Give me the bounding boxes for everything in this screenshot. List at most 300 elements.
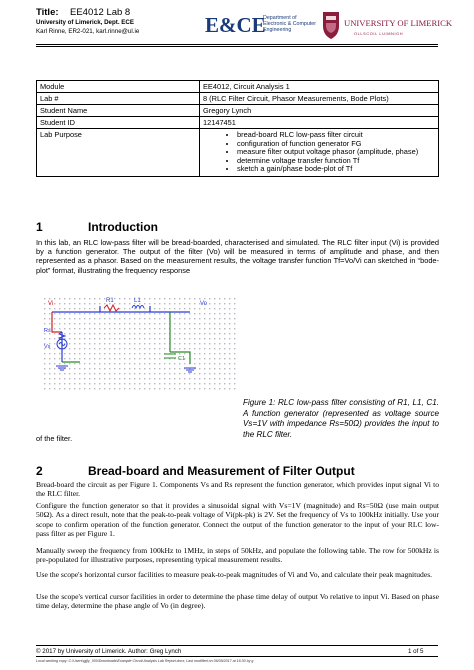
breadboard-hole <box>94 373 95 374</box>
breadboard-hole <box>229 333 230 334</box>
breadboard-hole <box>49 318 50 319</box>
breadboard-hole <box>169 363 170 364</box>
breadboard-hole <box>59 308 60 309</box>
breadboard-hole <box>74 308 75 309</box>
breadboard-hole <box>209 388 210 389</box>
breadboard-hole <box>204 333 205 334</box>
breadboard-hole <box>199 333 200 334</box>
breadboard-hole <box>79 343 80 344</box>
breadboard-hole <box>129 313 130 314</box>
breadboard-hole <box>134 363 135 364</box>
breadboard-hole <box>214 333 215 334</box>
breadboard-hole <box>204 368 205 369</box>
breadboard-hole <box>64 353 65 354</box>
breadboard-hole <box>99 323 100 324</box>
breadboard-hole <box>54 298 55 299</box>
title-label: Title: <box>36 7 59 18</box>
breadboard-hole <box>159 383 160 384</box>
breadboard-hole <box>74 353 75 354</box>
breadboard-hole <box>224 333 225 334</box>
breadboard-hole <box>234 358 235 359</box>
breadboard-hole <box>129 308 130 309</box>
breadboard-hole <box>94 338 95 339</box>
breadboard-hole <box>109 333 110 334</box>
breadboard-hole <box>144 323 145 324</box>
breadboard-hole <box>99 353 100 354</box>
breadboard-hole <box>144 318 145 319</box>
list-item: • determine voltage transfer function Tf <box>237 157 435 166</box>
breadboard-hole <box>169 303 170 304</box>
breadboard-hole <box>159 378 160 379</box>
breadboard-hole <box>144 338 145 339</box>
breadboard-hole <box>114 373 115 374</box>
breadboard-hole <box>94 343 95 344</box>
breadboard-hole <box>159 333 160 334</box>
breadboard-hole <box>154 388 155 389</box>
breadboard-hole <box>209 338 210 339</box>
breadboard-hole <box>94 323 95 324</box>
breadboard-hole <box>94 313 95 314</box>
breadboard-hole <box>214 383 215 384</box>
breadboard-hole <box>44 363 45 364</box>
breadboard-hole <box>184 318 185 319</box>
breadboard-hole <box>214 388 215 389</box>
breadboard-hole <box>194 313 195 314</box>
breadboard-hole <box>89 323 90 324</box>
breadboard-hole <box>214 373 215 374</box>
label-r1: R1 <box>106 298 114 304</box>
breadboard-hole <box>69 358 70 359</box>
breadboard-hole <box>74 333 75 334</box>
breadboard-hole <box>154 358 155 359</box>
breadboard-hole <box>144 363 145 364</box>
breadboard-hole <box>104 338 105 339</box>
breadboard-hole <box>129 333 130 334</box>
breadboard-hole <box>69 333 70 334</box>
breadboard-hole <box>184 343 185 344</box>
ece-logo <box>203 8 316 42</box>
breadboard-hole <box>89 308 90 309</box>
breadboard-hole <box>129 388 130 389</box>
crest-icon <box>323 12 339 39</box>
breadboard-hole <box>74 363 75 364</box>
breadboard-hole <box>114 318 115 319</box>
breadboard-hole <box>114 363 115 364</box>
breadboard-hole <box>149 303 150 304</box>
breadboard-hole <box>214 313 215 314</box>
breadboard-hole <box>174 388 175 389</box>
university-of-limerick-logo <box>320 8 453 42</box>
breadboard-hole <box>194 298 195 299</box>
breadboard-hole <box>64 303 65 304</box>
ul-logo-text: UNIVERSITY OF LIMERICK <box>344 18 453 28</box>
breadboard-hole <box>214 348 215 349</box>
breadboard-hole <box>104 313 105 314</box>
breadboard-hole <box>49 298 50 299</box>
breadboard-hole <box>214 363 215 364</box>
breadboard-hole <box>219 358 220 359</box>
breadboard-hole <box>234 383 235 384</box>
breadboard-hole <box>184 348 185 349</box>
ece-logo-sub1: Department of <box>263 15 297 21</box>
breadboard-hole <box>164 318 165 319</box>
breadboard-hole <box>54 348 55 349</box>
breadboard-hole <box>74 323 75 324</box>
breadboard-hole <box>109 388 110 389</box>
breadboard-hole <box>219 348 220 349</box>
breadboard-hole <box>134 373 135 374</box>
breadboard-hole <box>179 303 180 304</box>
breadboard-hole <box>194 363 195 364</box>
breadboard-hole <box>159 303 160 304</box>
breadboard-hole <box>169 298 170 299</box>
breadboard-hole <box>44 308 45 309</box>
row-value-lab-purpose <box>200 129 439 177</box>
breadboard-hole <box>164 373 165 374</box>
breadboard-hole <box>179 383 180 384</box>
breadboard-hole <box>104 333 105 334</box>
breadboard-hole <box>44 338 45 339</box>
breadboard-hole <box>234 368 235 369</box>
ece-logo-sub3: Engineering <box>263 27 292 33</box>
breadboard-hole <box>119 308 120 309</box>
breadboard-hole <box>179 333 180 334</box>
breadboard-hole <box>194 348 195 349</box>
breadboard-hole <box>154 343 155 344</box>
breadboard-hole <box>204 338 205 339</box>
breadboard-hole <box>189 338 190 339</box>
breadboard-hole <box>199 373 200 374</box>
breadboard-hole <box>64 308 65 309</box>
breadboard-hole <box>209 348 210 349</box>
breadboard-hole <box>204 343 205 344</box>
breadboard-hole <box>174 328 175 329</box>
breadboard-hole <box>89 318 90 319</box>
breadboard-hole <box>169 378 170 379</box>
breadboard-hole <box>134 343 135 344</box>
breadboard-hole <box>49 358 50 359</box>
breadboard-hole <box>129 338 130 339</box>
breadboard-hole <box>179 378 180 379</box>
breadboard-hole <box>69 363 70 364</box>
breadboard-hole <box>134 328 135 329</box>
breadboard-hole <box>99 373 100 374</box>
breadboard-hole <box>219 328 220 329</box>
breadboard-hole <box>114 353 115 354</box>
breadboard-hole <box>104 348 105 349</box>
table-row <box>37 117 439 129</box>
breadboard-hole <box>139 388 140 389</box>
breadboard-hole <box>129 343 130 344</box>
breadboard-hole <box>199 388 200 389</box>
breadboard-hole <box>74 383 75 384</box>
breadboard-hole <box>99 383 100 384</box>
breadboard-hole <box>144 328 145 329</box>
breadboard-hole <box>49 323 50 324</box>
list-item: • bread-board RLC low-pass filter circuit <box>237 131 435 140</box>
breadboard-hole <box>229 303 230 304</box>
breadboard-hole <box>64 313 65 314</box>
breadboard-hole <box>59 313 60 314</box>
breadboard-hole <box>69 313 70 314</box>
breadboard-hole <box>94 353 95 354</box>
breadboard-hole <box>69 323 70 324</box>
breadboard-hole <box>89 383 90 384</box>
breadboard-hole <box>159 318 160 319</box>
breadboard-hole <box>129 348 130 349</box>
breadboard-hole <box>174 303 175 304</box>
breadboard-hole <box>139 358 140 359</box>
breadboard-hole <box>189 388 190 389</box>
breadboard-hole <box>234 308 235 309</box>
breadboard-hole <box>119 303 120 304</box>
breadboard-hole <box>199 323 200 324</box>
breadboard-hole <box>174 363 175 364</box>
breadboard-hole <box>149 313 150 314</box>
breadboard-hole <box>234 298 235 299</box>
breadboard-hole <box>134 313 135 314</box>
breadboard-hole <box>84 383 85 384</box>
breadboard-hole <box>104 358 105 359</box>
breadboard-hole <box>149 338 150 339</box>
breadboard-hole <box>89 348 90 349</box>
breadboard-hole <box>164 368 165 369</box>
section-2-title: Bread-board and Measurement of Filter Output <box>88 464 355 478</box>
breadboard-hole <box>89 363 90 364</box>
breadboard-hole <box>234 363 235 364</box>
breadboard-hole <box>64 378 65 379</box>
breadboard-hole <box>124 383 125 384</box>
breadboard-hole <box>49 308 50 309</box>
breadboard-hole <box>54 308 55 309</box>
breadboard-hole <box>174 383 175 384</box>
circuit-wires <box>52 306 190 364</box>
breadboard-hole <box>209 323 210 324</box>
breadboard-hole <box>234 328 235 329</box>
breadboard-hole <box>194 333 195 334</box>
breadboard-hole <box>69 388 70 389</box>
breadboard-hole <box>209 373 210 374</box>
label-c1: C1 <box>178 356 186 362</box>
breadboard-hole <box>134 348 135 349</box>
breadboard-hole <box>144 333 145 334</box>
breadboard-hole <box>69 298 70 299</box>
breadboard-hole <box>109 328 110 329</box>
breadboard-hole <box>154 323 155 324</box>
breadboard-hole <box>114 348 115 349</box>
breadboard-hole <box>94 298 95 299</box>
table-row <box>37 105 439 117</box>
breadboard-hole <box>214 338 215 339</box>
breadboard-hole <box>214 343 215 344</box>
breadboard-hole <box>104 353 105 354</box>
breadboard-hole <box>204 323 205 324</box>
breadboard-hole <box>199 308 200 309</box>
breadboard-hole <box>154 298 155 299</box>
breadboard-hole <box>44 383 45 384</box>
breadboard-hole <box>139 378 140 379</box>
breadboard-hole <box>114 358 115 359</box>
breadboard-hole <box>179 323 180 324</box>
capacitor-c1 <box>164 354 176 358</box>
breadboard-hole <box>149 388 150 389</box>
breadboard-hole <box>119 383 120 384</box>
breadboard-hole <box>114 383 115 384</box>
breadboard-hole <box>74 298 75 299</box>
breadboard-hole <box>139 328 140 329</box>
breadboard-hole <box>149 323 150 324</box>
breadboard-hole <box>49 353 50 354</box>
breadboard-hole <box>214 323 215 324</box>
label-vs: Vs <box>44 344 51 350</box>
breadboard-hole <box>194 383 195 384</box>
breadboard-hole <box>74 373 75 374</box>
breadboard-hole <box>119 318 120 319</box>
breadboard-hole <box>129 383 130 384</box>
inductor-l1 <box>132 306 144 309</box>
breadboard-hole <box>144 358 145 359</box>
breadboard-hole <box>139 313 140 314</box>
breadboard-hole <box>209 353 210 354</box>
table-row <box>37 129 439 177</box>
breadboard-hole <box>129 368 130 369</box>
breadboard-hole <box>204 348 205 349</box>
breadboard-hole <box>219 343 220 344</box>
breadboard-hole <box>119 358 120 359</box>
breadboard-hole <box>224 308 225 309</box>
breadboard-hole <box>174 368 175 369</box>
breadboard-hole <box>139 323 140 324</box>
breadboard-hole <box>149 373 150 374</box>
breadboard-hole <box>44 388 45 389</box>
breadboard-hole <box>84 343 85 344</box>
breadboard-hole <box>119 373 120 374</box>
list-item: • configuration of function generator FG <box>237 140 435 149</box>
breadboard-hole <box>114 313 115 314</box>
breadboard-hole <box>139 353 140 354</box>
breadboard-hole <box>89 388 90 389</box>
row-key-lab: Lab # <box>37 93 200 105</box>
breadboard-hole <box>74 338 75 339</box>
breadboard-hole <box>209 313 210 314</box>
breadboard-hole <box>149 358 150 359</box>
breadboard-hole <box>84 358 85 359</box>
breadboard-hole <box>204 298 205 299</box>
breadboard-hole <box>229 368 230 369</box>
breadboard-hole <box>59 363 60 364</box>
breadboard-hole <box>104 383 105 384</box>
breadboard-hole <box>154 328 155 329</box>
breadboard-hole <box>154 318 155 319</box>
breadboard-hole <box>174 373 175 374</box>
breadboard-hole <box>224 353 225 354</box>
breadboard-hole <box>124 298 125 299</box>
label-l1: L1 <box>134 298 141 304</box>
row-value-module: EE4012, Circuit Analysis 1 <box>200 81 439 93</box>
breadboard-hole <box>139 363 140 364</box>
breadboard-hole <box>149 328 150 329</box>
breadboard-hole <box>79 358 80 359</box>
breadboard-hole <box>109 383 110 384</box>
breadboard-hole <box>229 358 230 359</box>
breadboard-hole <box>224 303 225 304</box>
breadboard-hole <box>104 373 105 374</box>
breadboard-hole <box>94 363 95 364</box>
breadboard-hole <box>54 333 55 334</box>
breadboard-hole <box>174 313 175 314</box>
breadboard-hole <box>44 323 45 324</box>
breadboard-hole <box>189 323 190 324</box>
breadboard-hole <box>209 298 210 299</box>
breadboard-hole <box>159 313 160 314</box>
breadboard-hole <box>94 318 95 319</box>
breadboard-hole <box>164 333 165 334</box>
breadboard-hole <box>179 353 180 354</box>
breadboard-hole <box>199 298 200 299</box>
breadboard-hole <box>229 318 230 319</box>
breadboard-hole <box>54 388 55 389</box>
breadboard-hole <box>124 338 125 339</box>
breadboard-hole <box>149 348 150 349</box>
breadboard-hole <box>114 343 115 344</box>
breadboard-hole <box>164 313 165 314</box>
breadboard-hole <box>84 313 85 314</box>
breadboard-hole <box>99 378 100 379</box>
breadboard-hole <box>139 333 140 334</box>
breadboard-hole <box>154 353 155 354</box>
breadboard-hole <box>164 343 165 344</box>
breadboard-hole <box>229 388 230 389</box>
breadboard-hole <box>229 308 230 309</box>
breadboard-hole <box>219 373 220 374</box>
breadboard-hole <box>99 338 100 339</box>
breadboard-hole <box>134 338 135 339</box>
breadboard-hole <box>154 308 155 309</box>
breadboard-hole <box>139 318 140 319</box>
breadboard-hole <box>129 363 130 364</box>
breadboard-hole <box>104 388 105 389</box>
breadboard-hole <box>44 303 45 304</box>
breadboard-hole <box>214 308 215 309</box>
section-2-paragraph-5: Use the scope's vertical cursor facilities in order to determine the phase time delay of output Vo relative to input Vi. Based on phase time delay, determine the phase angle of Vo (in degree). <box>36 592 439 611</box>
breadboard-hole <box>154 303 155 304</box>
breadboard-hole <box>214 318 215 319</box>
breadboard-hole <box>44 378 45 379</box>
breadboard-hole <box>159 308 160 309</box>
breadboard-hole <box>224 323 225 324</box>
breadboard-hole <box>159 348 160 349</box>
breadboard-hole <box>184 298 185 299</box>
breadboard-hole <box>139 348 140 349</box>
breadboard-hole <box>164 378 165 379</box>
breadboard-hole <box>69 303 70 304</box>
breadboard-hole <box>69 383 70 384</box>
breadboard-hole <box>74 388 75 389</box>
breadboard-hole <box>59 353 60 354</box>
breadboard-hole <box>74 328 75 329</box>
breadboard-hole <box>179 298 180 299</box>
breadboard-hole <box>174 338 175 339</box>
breadboard-hole <box>134 333 135 334</box>
breadboard-hole <box>184 308 185 309</box>
breadboard-hole <box>234 373 235 374</box>
breadboard-hole <box>124 323 125 324</box>
breadboard-hole <box>144 388 145 389</box>
breadboard-hole <box>124 313 125 314</box>
breadboard-hole <box>54 338 55 339</box>
breadboard-hole <box>54 318 55 319</box>
ece-logo-sub2: Electronic & Computer <box>263 21 316 27</box>
